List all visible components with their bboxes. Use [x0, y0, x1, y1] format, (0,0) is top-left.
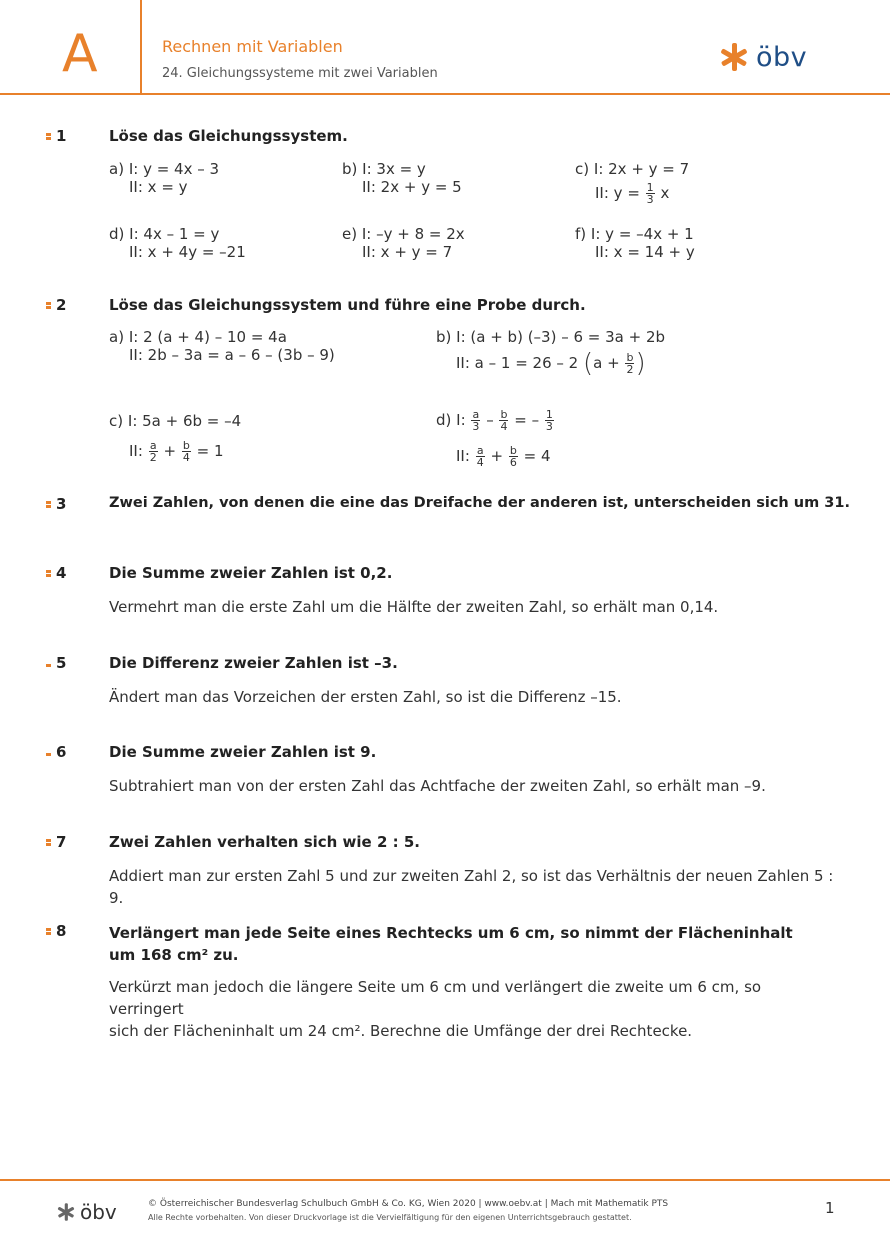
- star-logo-icon: [718, 41, 750, 73]
- exercise-title-8: Verlängert man jede Seite eines Rechtecks um 6 cm, so nimmt der Flächeninhalt um 168 cm² zu.: [109, 924, 793, 964]
- footer-logo: [56, 1200, 117, 1224]
- task-1b: b) I: 3x = y II: 2x + y = 5: [342, 160, 462, 196]
- exercise-text-7: Addiert man zur ersten Zahl 5 und zur zweiten Zahl 2, so ist das Verhältnis der neuen Zahlen 5 : 9.: [109, 867, 834, 907]
- copyright-text: © Österreichischer Bundesverlag Schulbuch GmbH & Co. KG, Wien 2020 | www.oebv.at | Mach mit Mathematik PTS: [148, 1199, 669, 1209]
- logo-text: öbv: [756, 41, 808, 73]
- task-2d: d) I: $\frac{a}{3}$ – $\frac{b}{4}$ = – $\frac{1}{3}$ II: $\frac{a}{4}$ + $\frac{b}{6}$ = 4: [436, 408, 553, 469]
- exercise-number-4: 4: [46, 564, 66, 582]
- footer-logo-text: öbv: [80, 1200, 117, 1224]
- chapter-letter: A: [62, 24, 98, 84]
- exercise-number-3: 3: [46, 495, 66, 513]
- footer-divider: [0, 1179, 890, 1181]
- section-subtitle: 24. Gleichungssysteme mit zwei Variablen: [162, 66, 438, 81]
- rights-text: Alle Rechte vorbehalten. Von dieser Druckvorlage ist die Vervielfältigung für den eigenen Unterrichtsgebrauch gestattet.: [148, 1213, 632, 1222]
- exercise-number-8: 8: [46, 922, 66, 940]
- exercise-text-4: Vermehrt man die erste Zahl um die Hälfte der zweiten Zahl, so erhält man 0,14.: [109, 598, 719, 616]
- task-1e: e) I: –y + 8 = 2x II: x + y = 7: [342, 225, 465, 261]
- exercise-number-6: 6: [46, 743, 66, 761]
- difficulty-icon: [46, 500, 53, 509]
- exercise-title-3: Zwei Zahlen, von denen die eine das Dreifache der anderen ist, unterscheiden sich um 31.: [109, 495, 850, 511]
- difficulty-icon: [46, 301, 53, 310]
- exercise-title-2: Löse das Gleichungssystem und führe eine Probe durch.: [109, 296, 586, 314]
- difficulty-icon: [46, 927, 53, 936]
- difficulty-icon: [46, 132, 53, 141]
- difficulty-icon: [46, 569, 53, 578]
- task-1f: f) I: y = –4x + 1 II: x = 14 + y: [575, 225, 695, 261]
- star-logo-icon: [56, 1202, 76, 1222]
- task-2a: a) I: 2 (a + 4) – 10 = 4a II: 2b – 3a = a – 6 – (3b – 9): [109, 328, 335, 364]
- task-1d: d) I: 4x – 1 = y II: x + 4y = –21: [109, 225, 246, 261]
- exercise-number-7: 7: [46, 833, 66, 851]
- exercise-number-2: 2: [46, 296, 66, 314]
- exercise-text-8: Verkürzt man jedoch die längere Seite um 6 cm und verlängert die zweite um 6 cm, so verringert sich der Flächeninhalt um 24 cm². Berechne die Umfänge der drei Rechtecke.: [109, 978, 762, 1040]
- exercise-title-6: Die Summe zweier Zahlen ist 9.: [109, 743, 377, 761]
- header-divider: [0, 93, 890, 95]
- chapter-title: Rechnen mit Variablen: [162, 37, 343, 56]
- publisher-logo: [718, 40, 807, 74]
- task-2c: c) I: 5a + 6b = –4 II: $\frac{a}{2}$ + $\frac{b}{4}$ = 1: [109, 412, 242, 464]
- exercise-number-1: 1: [46, 127, 66, 145]
- difficulty-icon: [46, 659, 53, 668]
- exercise-title-4: Die Summe zweier Zahlen ist 0,2.: [109, 564, 393, 582]
- page-number: 1: [825, 1199, 835, 1217]
- difficulty-icon: [46, 838, 53, 847]
- task-2b: b) I: (a + b) (–3) – 6 = 3a + 2b II: a – 1 = 26 – 2 (a + $\frac{b}{2}$ ): [436, 328, 666, 379]
- exercise-text-5: Ändert man das Vorzeichen der ersten Zahl, so ist die Differenz –15.: [109, 688, 622, 706]
- difficulty-icon: [46, 748, 53, 757]
- task-1a: a) I: y = 4x – 3 II: x = y: [109, 160, 220, 196]
- exercise-number-5: 5: [46, 654, 66, 672]
- header-divider-vertical: [140, 0, 142, 94]
- exercise-title-1: Löse das Gleichungssystem.: [109, 127, 348, 145]
- task-1c: c) I: 2x + y = 7 II: y = $\frac{1}{3}$ x: [575, 160, 690, 206]
- exercise-text-6: Subtrahiert man von der ersten Zahl das Achtfache der zweiten Zahl, so erhält man –9.: [109, 777, 766, 795]
- exercise-title-5: Die Differenz zweier Zahlen ist –3.: [109, 654, 398, 672]
- exercise-title-7: Zwei Zahlen verhalten sich wie 2 : 5.: [109, 833, 420, 851]
